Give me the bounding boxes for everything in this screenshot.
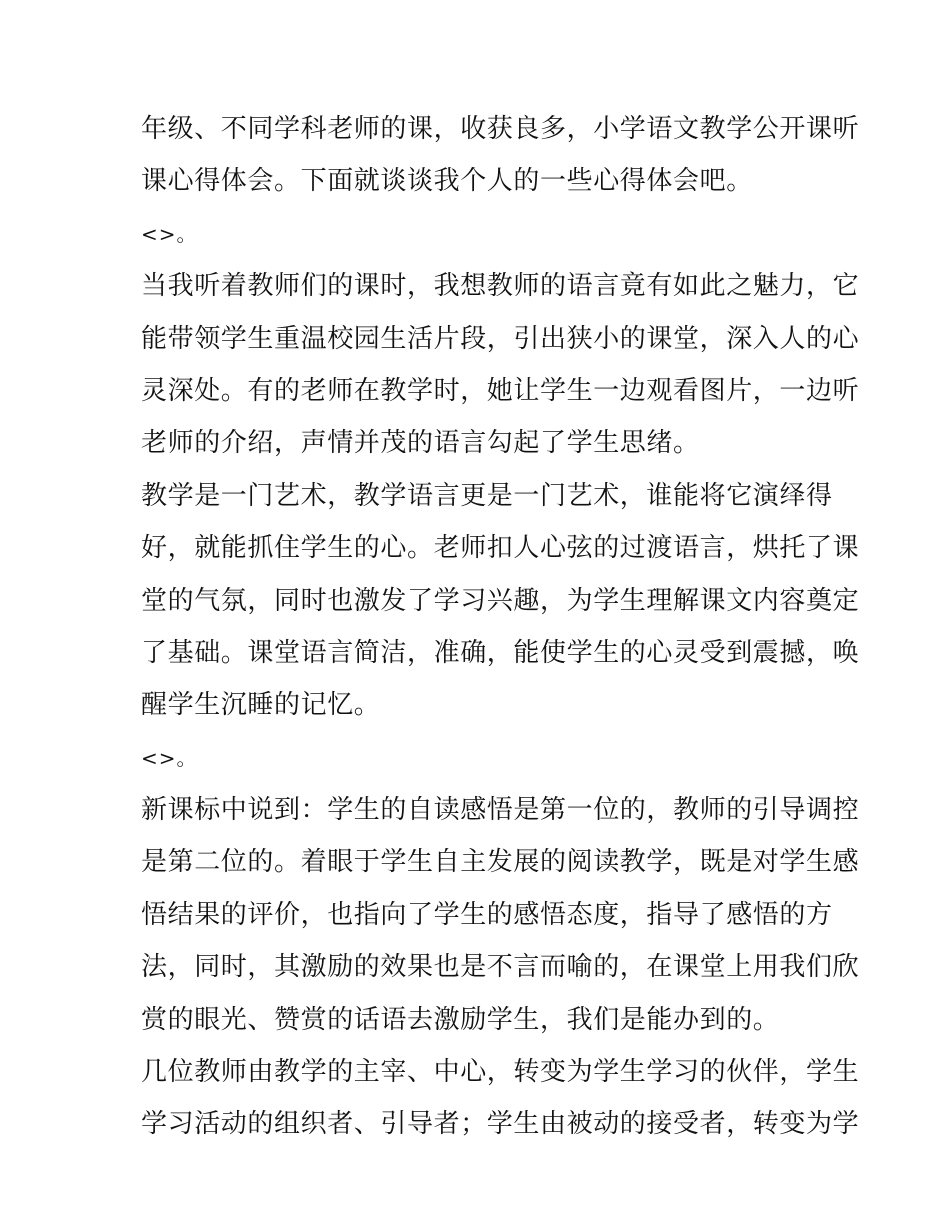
- text-line: 当我听着教师们的课时，我想教师的语言竟有如此之魅力，它: [141, 271, 860, 302]
- text-line: 教学是一门艺术，教学语言更是一门艺术，谁能将它演绎得: [141, 480, 833, 511]
- text-line: 几位教师由教学的主宰、中心，转变为学生学习的伙伴，学生: [141, 1057, 860, 1088]
- text-line: 是第二位的。着眼于学生自主发展的阅读教学，既是对学生感: [141, 847, 860, 878]
- text-line: 新课标中说到：学生的自读感悟是第一位的，教师的引导调控: [141, 795, 860, 826]
- section-marker: <>。: [141, 221, 198, 246]
- text-line: 年级、不同学科老师的课，收获良多，小学语文教学公开课听: [141, 114, 860, 144]
- text-line: 醒学生沉睡的记忆。: [141, 690, 381, 721]
- text-line: 课心得体会。下面就谈谈我个人的一些心得体会吧。: [141, 166, 753, 197]
- section-marker: <>。: [141, 745, 198, 770]
- text-line: 好，就能抓住学生的心。老师扣人心弦的过渡语言，烘托了课: [141, 533, 860, 564]
- text-line: 灵深处。有的老师在教学时，她让学生一边观看图片，一边听: [141, 375, 860, 406]
- text-line: 赏的眼光、赞赏的话语去激励学生，我们是能办到的。: [141, 1004, 780, 1035]
- body-text: [141, 103, 860, 1151]
- text-line: 了基础。课堂语言简洁，准确，能使学生的心灵受到震撼，唤: [141, 637, 860, 668]
- text-line: 老师的介绍，声情并茂的语言勾起了学生思绪。: [141, 428, 700, 459]
- text-line: 悟结果的评价，也指向了学生的感悟态度，指导了感悟的方: [141, 899, 833, 930]
- text-line: 堂的气氛，同时也激发了学习兴趣，为学生理解课文内容奠定: [141, 585, 860, 616]
- text-line: 能带领学生重温校园生活片段，引出狭小的课堂，深入人的心: [141, 323, 860, 354]
- text-line: 法，同时，其激励的效果也是不言而喻的，在课堂上用我们欣: [141, 952, 860, 983]
- text-line: 学习活动的组织者、引导者；学生由被动的接受者，转变为学: [141, 1109, 860, 1140]
